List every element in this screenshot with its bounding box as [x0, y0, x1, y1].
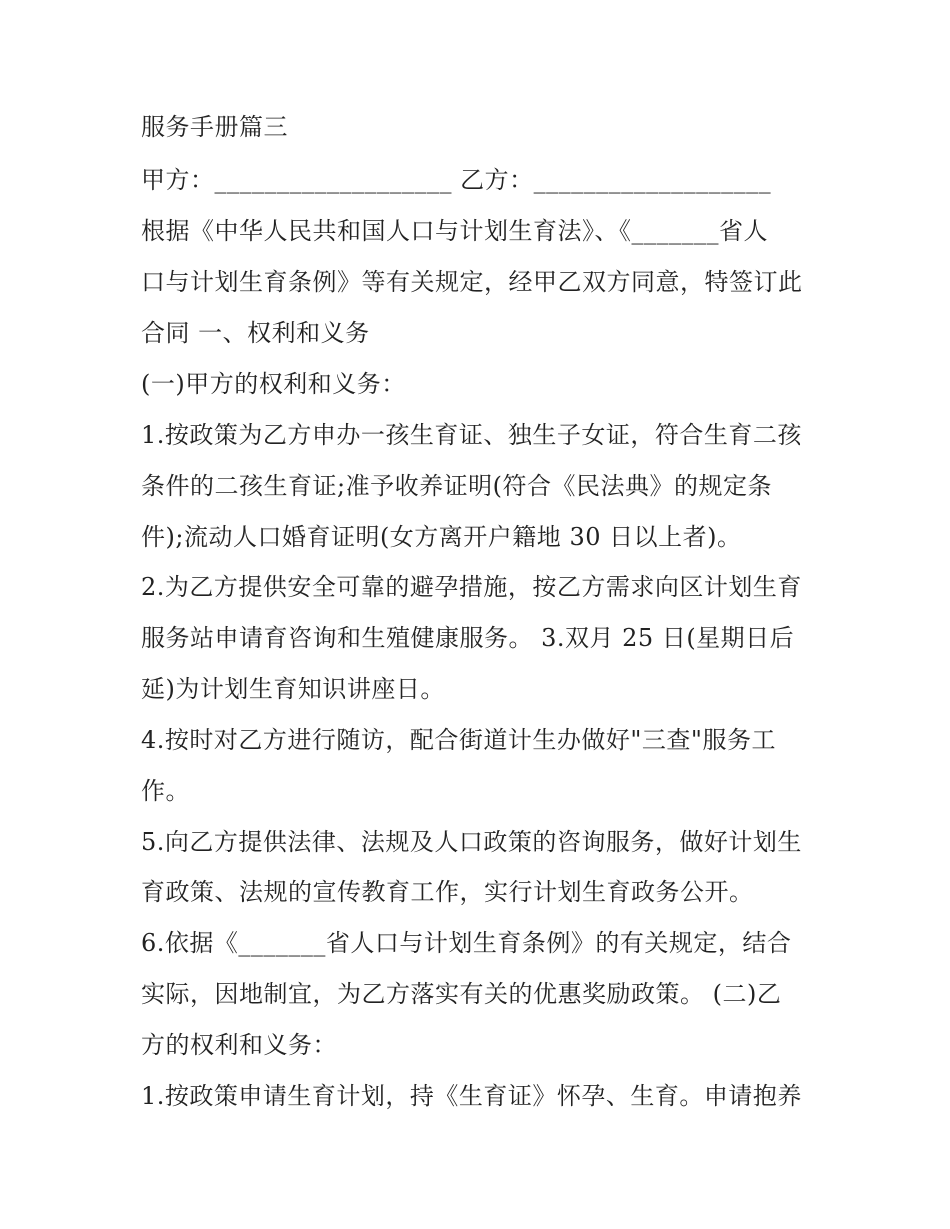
- document-title: 服务手册篇三: [141, 113, 288, 141]
- section-heading: 合同 一、权利和义务: [141, 319, 370, 347]
- subsection-heading: (一)甲方的权利和义务：: [141, 370, 406, 398]
- party-line: 甲方：___________________ 乙方：___________________: [141, 166, 772, 194]
- subsection-heading: 方的权利和义务：: [141, 1031, 337, 1059]
- text-line: 5.向乙方提供法律、法规及人口政策的咨询服务，做好计划生: [141, 828, 802, 856]
- text-line: 服务站申请育咨询和生殖健康服务。 3.双月 25 日(星期日后: [141, 624, 795, 652]
- text-line: 1.按政策申请生育计划，持《生育证》怀孕、生育。申请抱养: [141, 1082, 802, 1110]
- text-line: 根据《中华人民共和国人口与计划生育法》、《_______省人: [141, 217, 768, 245]
- text-line: 2.为乙方提供安全可靠的避孕措施，按乙方需求向区计划生育: [141, 573, 802, 601]
- text-line: 6.依据《_______省人口与计划生育条例》的有关规定，结合: [141, 929, 792, 957]
- text-line: 育政策、法规的宣传教育工作，实行计划生育政务公开。: [141, 878, 754, 906]
- text-line: 件);流动人口婚育证明(女方离开户籍地 30 日以上者)。: [141, 523, 742, 551]
- text-line: 条件的二孩生育证;准予收养证明(符合《民法典》的规定条: [141, 472, 772, 500]
- text-line: 实际，因地制宜，为乙方落实有关的优惠奖励政策。 (二)乙: [141, 980, 782, 1008]
- text-line: 作。: [141, 777, 190, 805]
- text-line: 延)为计划生育知识讲座日。: [141, 675, 445, 703]
- text-line: 1.按政策为乙方申办一孩生育证、独生子女证，符合生育二孩: [141, 421, 802, 449]
- text-line: 4.按时对乙方进行随访，配合街道计生办做好"三查"服务工: [141, 726, 776, 754]
- text-line: 口与计划生育条例》等有关规定，经甲乙双方同意，特签订此: [141, 268, 803, 296]
